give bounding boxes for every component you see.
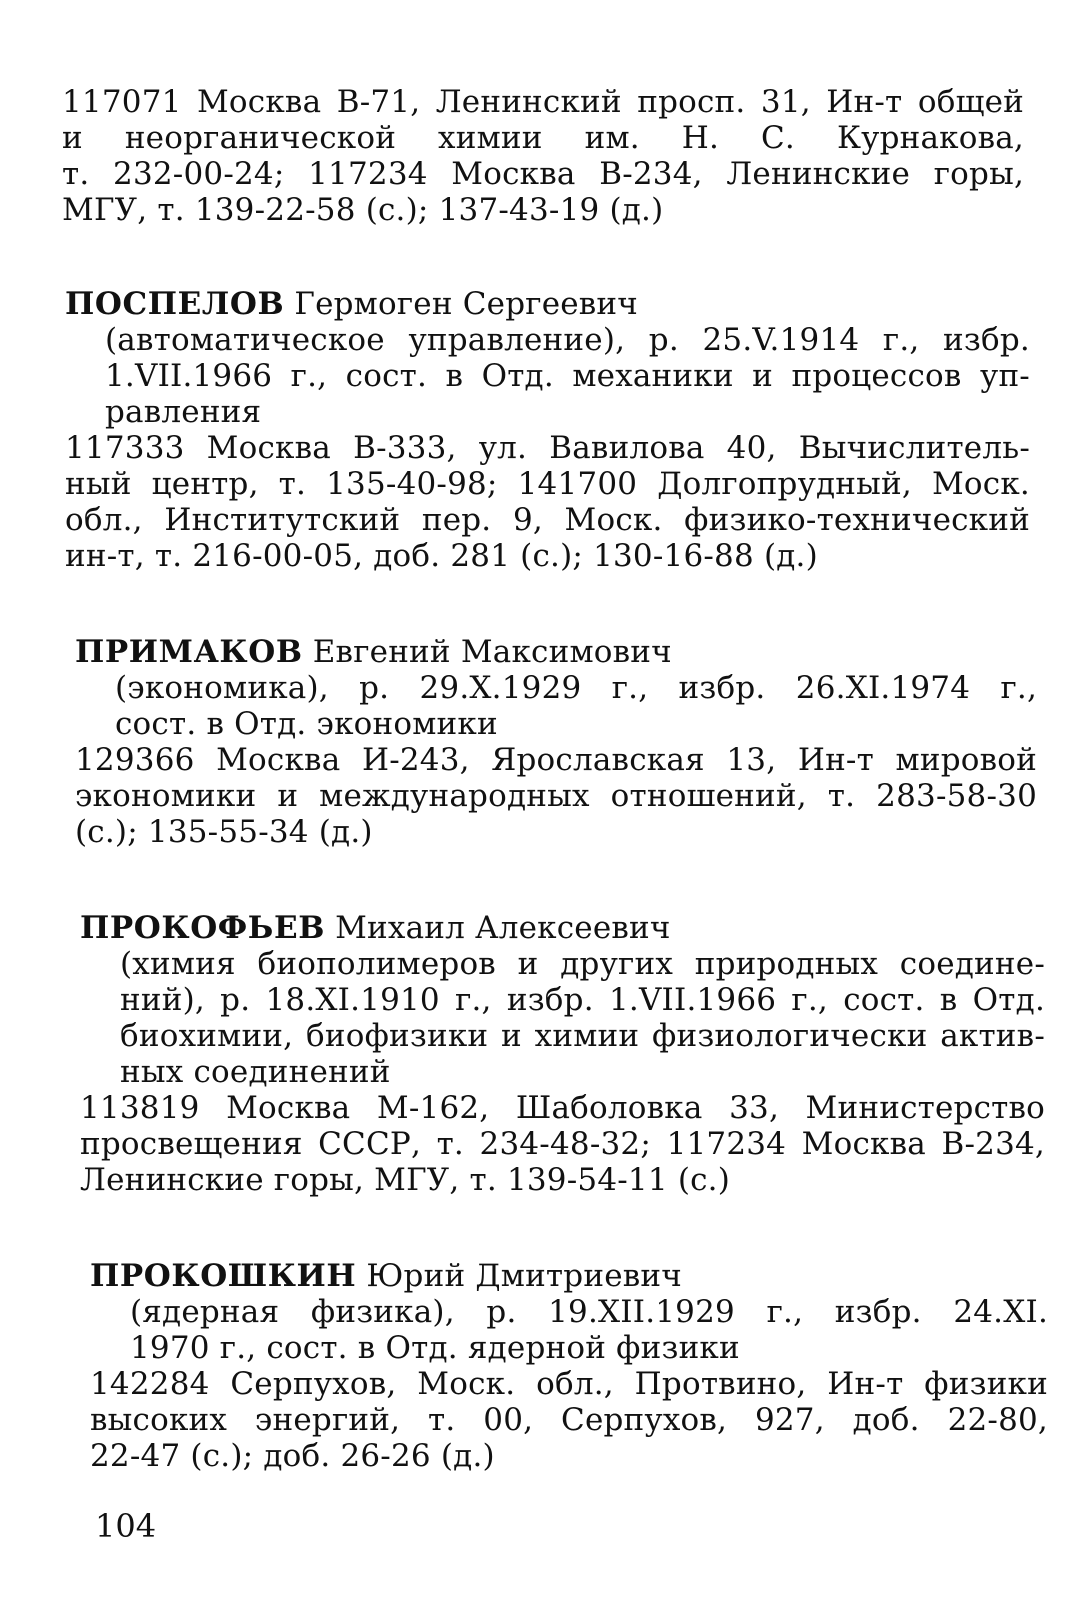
- entry-given-name: Юрий Дмитриевич: [366, 1258, 682, 1294]
- address-line: 142284 Серпухов, Моск. обл., Протвино, Ин-т физики: [90, 1366, 1048, 1402]
- bio-line: биохимии, биофизики и химии физиологически актив-: [120, 1018, 1045, 1054]
- bio-line: сост. в Отд. экономики: [115, 706, 498, 742]
- address-line: ин-т, т. 216-00-05, доб. 281 (с.); 130-16-88 (д.): [65, 538, 818, 574]
- entry-surname: ПРОКОШКИН: [90, 1258, 357, 1294]
- address-line: 117333 Москва В-333, ул. Вавилова 40, Вычислитель-: [65, 430, 1030, 466]
- entry-given-name: Евгений Максимович: [312, 634, 672, 670]
- entry-given-name: Гермоген Сергеевич: [294, 286, 638, 322]
- page-number: 104: [95, 1507, 157, 1545]
- entry-pospelov: [65, 286, 1030, 574]
- address-line: 117071 Москва В-71, Ленинский просп. 31, Ин-т общей: [62, 84, 1024, 120]
- entry-given-name: Михаил Алексеевич: [335, 910, 671, 946]
- address-line: 129366 Москва И-243, Ярославская 13, Ин-т мировой: [75, 742, 1037, 778]
- address-line: просвещения СССР, т. 234-48-32; 117234 Москва В-234,: [80, 1126, 1045, 1162]
- entry-name: [65, 286, 1030, 322]
- bio-line: (экономика), р. 29.X.1929 г., избр. 26.XI.1974 г.,: [115, 670, 1037, 706]
- address-line: обл., Институтский пер. 9, Моск. физико-технический: [65, 502, 1030, 538]
- address-line: МГУ, т. 139-22-58 (с.); 137-43-19 (д.): [62, 192, 664, 228]
- address-line: 22-47 (с.); доб. 26-26 (д.): [90, 1438, 495, 1474]
- entry-primakov: [75, 634, 1037, 850]
- entry-name: [80, 910, 1045, 946]
- entry-prokoshkin: [90, 1258, 1048, 1474]
- bio-line: 1.VII.1966 г., сост. в Отд. механики и процессов уп-: [105, 358, 1030, 394]
- address-line: (с.); 135-55-34 (д.): [75, 814, 373, 850]
- intro-address-block: [62, 84, 1024, 228]
- entry-surname: ПОСПЕЛОВ: [65, 286, 285, 322]
- address-line: экономики и международных отношений, т. 283-58-30: [75, 778, 1037, 814]
- bio-line: (ядерная физика), р. 19.XII.1929 г., избр. 24.XI.: [130, 1294, 1048, 1330]
- entry-surname: ПРИМАКОВ: [75, 634, 303, 670]
- address-line: т. 232-00-24; 117234 Москва В-234, Ленинские горы,: [62, 156, 1024, 192]
- address-line: Ленинские горы, МГУ, т. 139-54-11 (с.): [80, 1162, 731, 1198]
- bio-line: ний), р. 18.XI.1910 г., избр. 1.VII.1966 г., сост. в Отд.: [120, 982, 1045, 1018]
- address-line: 113819 Москва М-162, Шаболовка 33, Министерство: [80, 1090, 1045, 1126]
- entry-prokofiev: [80, 910, 1045, 1198]
- entry-name: [90, 1258, 1048, 1294]
- address-line: и неорганической химии им. Н. С. Курнакова,: [62, 120, 1024, 156]
- entry-surname: ПРОКОФЬЕВ: [80, 910, 326, 946]
- address-line: высоких энергий, т. 00, Серпухов, 927, доб. 22-80,: [90, 1402, 1048, 1438]
- bio-line: равления: [105, 394, 262, 430]
- bio-line: (химия биополимеров и других природных соедине-: [120, 946, 1045, 982]
- bio-line: 1970 г., сост. в Отд. ядерной физики: [130, 1330, 740, 1366]
- bio-line: (автоматическое управление), р. 25.V.1914 г., избр.: [105, 322, 1030, 358]
- bio-line: ных соединений: [120, 1054, 391, 1090]
- entry-name: [75, 634, 1037, 670]
- address-line: ный центр, т. 135-40-98; 141700 Долгопрудный, Моск.: [65, 466, 1030, 502]
